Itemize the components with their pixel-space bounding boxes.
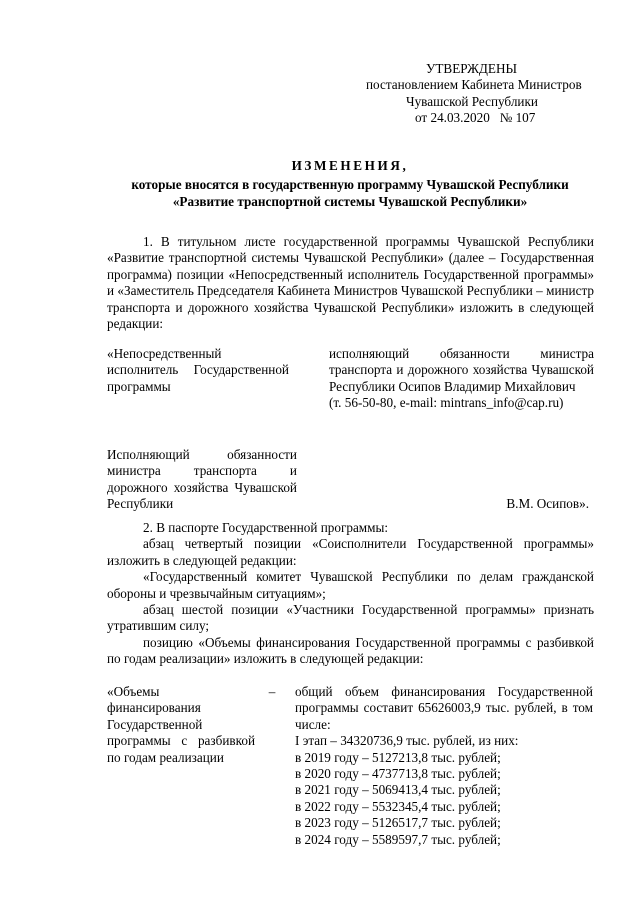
financing-total: общий объем финансирования Государственной программы составит 65626003,9 тыс. рублей, в том числе: bbox=[295, 684, 593, 732]
financing-year: в 2024 году – 5589597,7 тыс. рублей; bbox=[295, 831, 501, 847]
financing-label: «Объемы финансирования Государственной программы с разбивкой по годам реализации bbox=[107, 684, 255, 765]
signature-name: В.М. Осипов». bbox=[506, 496, 589, 512]
financing-year: в 2021 году – 5069413,4 тыс. рублей; bbox=[295, 782, 501, 798]
financing-block bbox=[107, 684, 594, 848]
financing-year: в 2023 году – 5126517,7 тыс. рублей; bbox=[295, 815, 501, 831]
executor-name: исполняющий обязанности министра транспорта и дорожного хозяйства Чувашской Республики Осипов Владимир Михайлович bbox=[329, 346, 594, 394]
section-2-p4: позицию «Объемы финансирования Государственной программы с разбивкой по годам реализации» изложить в следующей редакции: bbox=[107, 634, 594, 667]
approved-by: постановлением Кабинета Министров bbox=[366, 77, 582, 93]
approved-date: от 24.03.2020 № 107 bbox=[415, 110, 536, 126]
section-2 bbox=[107, 520, 594, 668]
section-2-intro: 2. В паспорте Государственной программы: bbox=[143, 520, 389, 535]
financing-year: в 2020 году – 4737713,8 тыс. рублей; bbox=[295, 766, 501, 782]
approved-heading: УТВЕРЖДЕНЫ bbox=[426, 61, 518, 76]
signature-block bbox=[107, 447, 594, 513]
section-2-p1: абзац четвертый позиции «Соисполнители Государственной программы» изложить в следующей редакции: bbox=[107, 536, 594, 568]
approval-stamp bbox=[360, 61, 610, 127]
title-heading: ИЗМЕНЕНИЯ, bbox=[291, 158, 409, 173]
financing-stage: I этап – 34320736,9 тыс. рублей, из них: bbox=[295, 733, 519, 749]
document-title bbox=[100, 158, 600, 210]
signature-position: Исполняющий обязанности министра транспорта и дорожного хозяйства Чувашской Республики bbox=[107, 447, 297, 512]
section-2-p3: абзац шестой позиции «Участники Государственной программы» признать утратившим силу; bbox=[107, 602, 594, 634]
title-line-3: «Развитие транспортной системы Чувашской Республики» bbox=[172, 193, 528, 209]
financing-dash: – bbox=[268, 684, 276, 699]
title-line-2: которые вносятся в государственную программу Чувашской Республики bbox=[131, 177, 569, 193]
section-1 bbox=[107, 234, 594, 332]
executor-contact: (т. 56-50-80, e-mail: mintrans_info@cap.ru) bbox=[329, 395, 564, 411]
section-2-p2: «Государственный комитет Чувашской Республики по делам гражданской обороны и чрезвычайным ситуациям»; bbox=[107, 569, 594, 601]
financing-year: в 2022 году – 5532345,4 тыс. рублей; bbox=[295, 798, 501, 814]
financing-value bbox=[295, 684, 593, 848]
approved-republic: Чувашской Республики bbox=[406, 93, 538, 109]
executor-label: «Непосредственный исполнитель Государственной программы bbox=[107, 346, 289, 394]
section-1-text: 1. В титульном листе государственной программы Чувашской Республики «Развитие транспортной системы Чувашской Республики» (далее – Государственная программа) позиции «Непосредственный исполнитель Государственной программы» и «Заместитель Председателя Кабинета Министров Чувашской Республики – министр транспорта и дорожного хозяйства Чувашской Республики» изложить в следующей редакции: bbox=[107, 234, 594, 332]
executor-block bbox=[107, 346, 594, 412]
financing-year: в 2019 году – 5127213,8 тыс. рублей; bbox=[295, 749, 501, 765]
executor-value bbox=[329, 346, 594, 412]
